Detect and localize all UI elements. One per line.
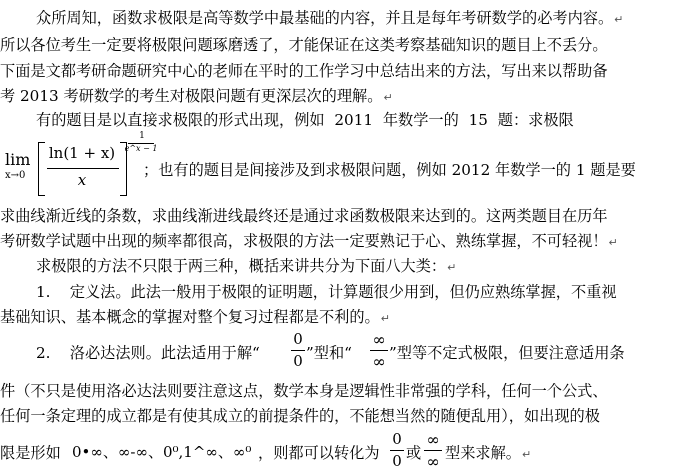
text-line: 限是形如 <box>0 444 61 462</box>
text-line: 任何一条定理的成立都是有使其成立的前提条件的，不能想当然的随便乱用），如出现的极 <box>0 407 600 425</box>
formula-denominator: x <box>77 171 87 189</box>
text-line: 1. 定义法。此法一般用于极限的证明题，计算题很少用到，但仍应熟练掌握，不重视 <box>36 283 617 301</box>
text-line: 2. 洛必达法则。此法适用于解“ <box>36 344 260 362</box>
text-line: ；也有的题目是间接涉及到求极限问题，例如 2012 年数学一的 1 题是要 <box>143 161 636 179</box>
text-line: 考 2013 考研数学的考生对极限问题有更深层次的理解。↵ <box>0 87 393 105</box>
text-line: 有的题目是以直接求极限的形式出现，例如 2011 年数学一的 15 题：求极限 <box>36 111 574 129</box>
fraction-bar <box>47 168 119 169</box>
text-line: 基础知识、基本概念的掌握对整个复习过程都是不利的。↵ <box>0 308 390 326</box>
text-line: ”型等不定式极限，但要注意适用条 <box>389 344 625 362</box>
document-page: 众所周知，函数求极限是高等数学中最基础的内容，并且是每年考研数学的必考内容。↵ 所以各位考生一定要将极限问题琢磨透了，才能保证在这类考察基础知识的题目上不丢分。 下面是文都考研命题研究中心的老师在平时的工作学习中总结出来的方法，写出来以帮助备 考 2013 考研数学的考生对极限问题有更深层次的理解。↵ 有的题目是以直接求极限的形式出现，例如 2011 年数学一的 15 题：求极限 lim x→0 ln(1 + x) x 1 e^x − 1 ；也有的题目是间接涉及到求极限问题，例如 2012 年数学一的 1 题是要 求曲线渐近线的条数，求曲线渐进线最终还是通过求函数极限来达到的。这两类题目在历年 考研数学试题中出现的频率都很高，求极限的方法一定要熟记于心、熟练掌握，不可轻视！↵ 求极限的方法不只限于两三种，概括来讲共分为下面八大类：↵ 1. 定义法。此法一般用于极限的证明题，计算题很少用到，但仍应熟练掌握，不重视 基础知识、基本概念的掌握对整个复习过程都是不利的。↵ 2. 洛必达法则。此法适用于解“ 0 0 ”型和“ ∞ ∞ ”型等不定式极限，但要注意适用条 件（不只是使用洛必达法则要注意这点，数学本身是逻辑性非常强的学科，任何一个公式、 任何一条定理的成立都是有使其成立的前提条件的，不能想当然的随便乱用），如出现的极 限是形如 0•∞、∞-∞、0⁰,1^∞、∞⁰ ，则都可以转化为 0 0 或 ∞ ∞ 型来求解。↵ <box>0 9 636 471</box>
text-line: 下面是文都考研命题研究中心的老师在平时的工作学习中总结出来的方法，写出来以帮助备 <box>0 62 608 80</box>
paragraph-mark-icon: ↵ <box>521 448 532 461</box>
text-line: 所以各位考生一定要将极限问题琢磨透了，才能保证在这类考察基础知识的题目上不丢分。 <box>0 36 608 54</box>
text-line: ，则都可以转化为 <box>258 444 380 462</box>
text-line: 或 <box>406 444 422 462</box>
paragraph-mark-icon: ↵ <box>380 312 390 325</box>
text-line: 众所周知，函数求极限是高等数学中最基础的内容，并且是每年考研数学的必考内容。↵ <box>36 9 624 27</box>
formula-numerator: ln(1 + x) <box>48 144 116 162</box>
paragraph-mark-icon: ↵ <box>447 261 457 274</box>
paragraph-mark-icon: ↵ <box>608 236 618 249</box>
paragraph-mark-icon: ↵ <box>614 13 624 26</box>
exponent-denominator: e^x − 1 <box>124 144 158 153</box>
lim-subscript: x→0 <box>5 170 26 181</box>
indeterminate-forms: 0•∞、∞-∞、0⁰,1^∞、∞⁰ <box>72 443 252 461</box>
text-line: 件（不只是使用洛必达法则要注意这点，数学本身是逻辑性非常强的学科，任何一个公式、 <box>0 382 608 400</box>
text-line: 考研数学试题中出现的频率都很高，求极限的方法一定要熟记于心、熟练掌握，不可轻视！↵ <box>0 232 618 250</box>
text-line: 求曲线渐近线的条数，求曲线渐进线最终还是通过求函数极限来达到的。这两类题目在历年 <box>0 207 608 225</box>
text-line: ”型和“ <box>306 344 352 362</box>
text-line: 求极限的方法不只限于两三种，概括来讲共分为下面八大类：↵ <box>36 257 457 275</box>
paragraph-mark-icon: ↵ <box>383 91 393 104</box>
exponent-numerator: 1 <box>139 131 145 141</box>
text-line: 型来求解。↵ <box>445 444 532 462</box>
lim-operator: lim <box>5 150 31 169</box>
